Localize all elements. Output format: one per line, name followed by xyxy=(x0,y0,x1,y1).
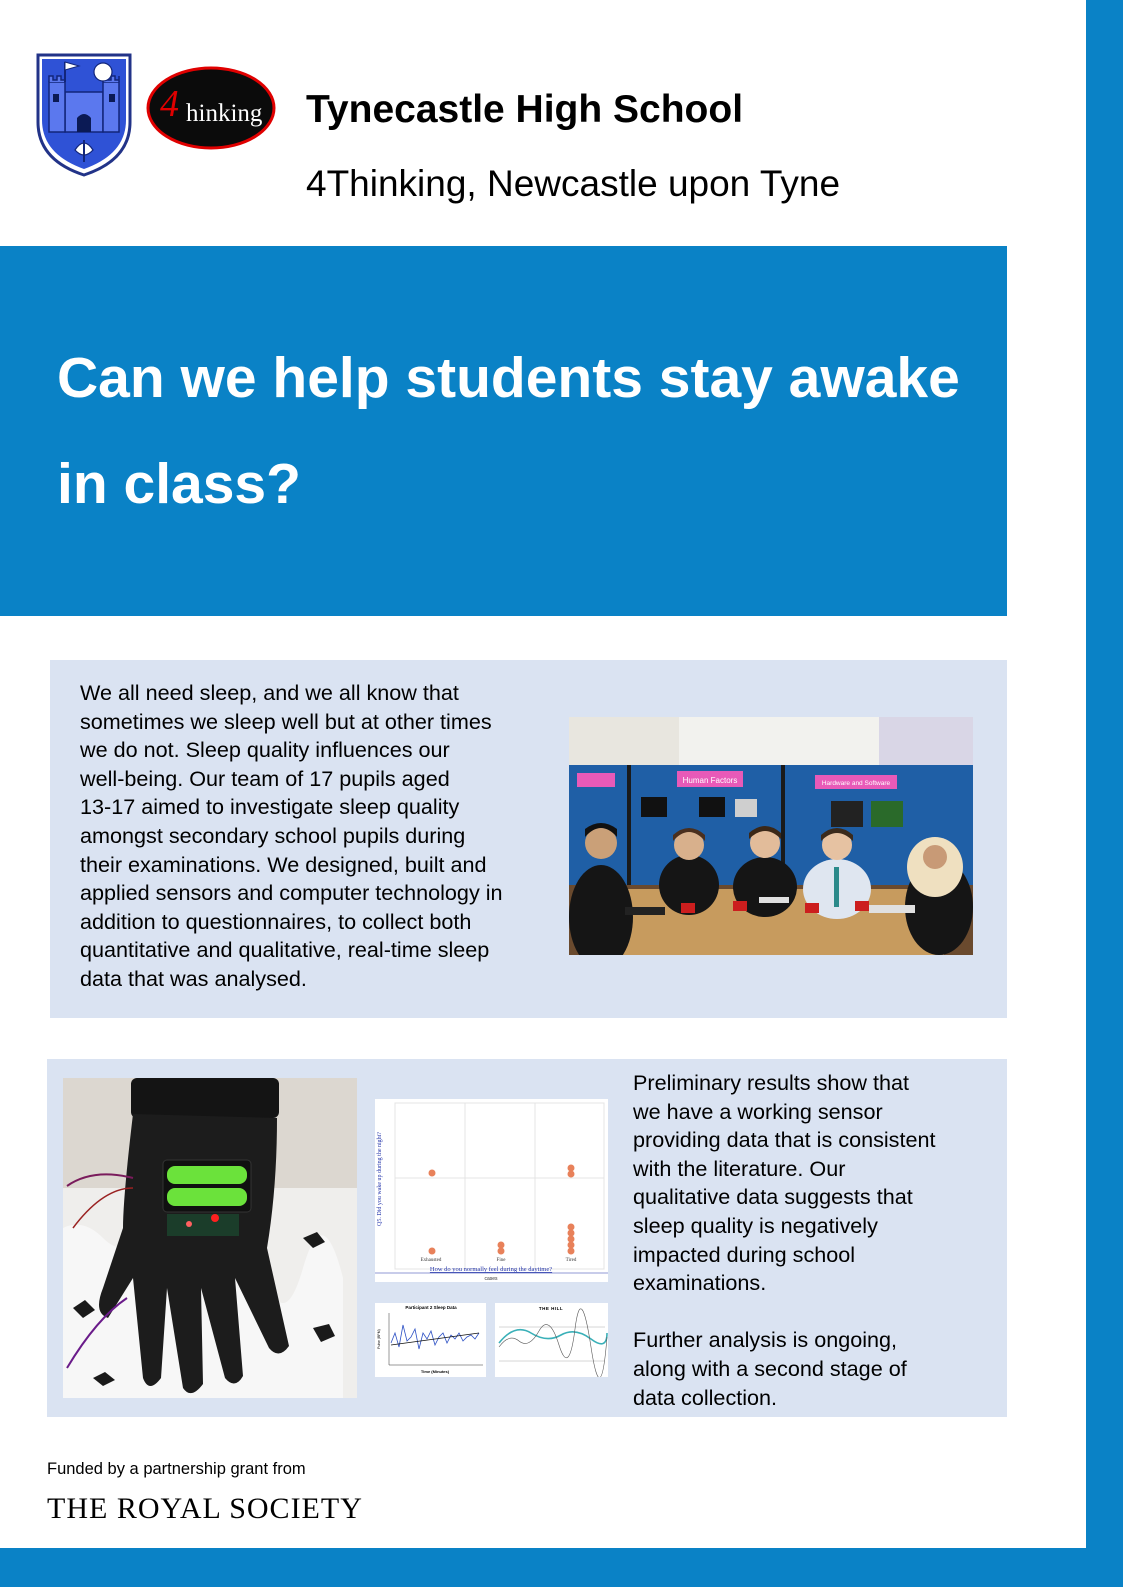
scatter-point xyxy=(429,1248,436,1255)
results-line: along with a second stage of xyxy=(633,1355,907,1381)
poster-title-line-2: in class? xyxy=(57,452,301,516)
bottom-edge-bar xyxy=(0,1548,1123,1587)
royal-society-logo: THE ROYAL SOCIETY xyxy=(47,1492,363,1525)
results-line: qualitative data suggests that xyxy=(633,1184,913,1210)
svg-text:THE HILL: THE HILL xyxy=(538,1306,564,1311)
svg-text:Human Factors: Human Factors xyxy=(682,776,738,785)
poster-title-line-1: Can we help students stay awake xyxy=(57,346,960,410)
funding-note: Funded by a partnership grant from xyxy=(47,1460,306,1478)
svg-text:hinking: hinking xyxy=(186,100,263,127)
school-name: Tynecastle High School xyxy=(306,88,744,131)
scatter-point xyxy=(568,1242,575,1249)
intro-panel xyxy=(50,660,1007,1018)
intro-line: well-being. Our team of 17 pupils aged xyxy=(80,765,450,791)
svg-text:Tired: Tired xyxy=(565,1258,577,1263)
scatter-point xyxy=(498,1248,505,1255)
glove-sensor-photo xyxy=(63,1078,357,1398)
intro-line: their examinations. We designed, built and xyxy=(80,851,487,877)
title-band xyxy=(0,246,1007,616)
svg-text:4: 4 xyxy=(160,83,179,125)
intro-line: data that was analysed. xyxy=(80,965,307,991)
intro-line: addition to questionnaires, to collect both xyxy=(80,908,472,934)
hill-chart xyxy=(495,1303,608,1377)
scatter-point xyxy=(568,1224,575,1231)
scatter-point xyxy=(568,1171,575,1178)
paragraph-gap xyxy=(633,1298,993,1327)
results-line: data collection. xyxy=(633,1384,778,1410)
results-line: providing data that is consistent xyxy=(633,1127,936,1153)
intro-line: quantitative and qualitative, real-time sleep xyxy=(80,937,490,963)
results-line: impacted during school xyxy=(633,1241,856,1267)
intro-line: we do not. Sleep quality influences our xyxy=(80,737,450,763)
scatter-point xyxy=(429,1170,436,1177)
location-text: 4Thinking, Newcastle upon Tyne xyxy=(306,163,841,204)
scatter-point xyxy=(568,1165,575,1172)
results-line: we have a working sensor xyxy=(633,1098,883,1124)
svg-text:Time (Minutes): Time (Minutes) xyxy=(420,1369,450,1374)
svg-text:Hardware and Software: Hardware and Software xyxy=(821,780,891,787)
intro-line: applied sensors and computer technology in xyxy=(80,880,503,906)
results-line: Preliminary results show that xyxy=(633,1070,910,1095)
intro-paragraph xyxy=(80,679,555,994)
results-line: with the literature. Our xyxy=(633,1155,846,1181)
results-line: sleep quality is negatively xyxy=(633,1212,878,1238)
intro-line: sometimes we sleep well but at other times xyxy=(80,708,492,734)
svg-text:How do you normally feel durin: How do you normally feel during the daytime? xyxy=(429,1266,553,1273)
4thinking-logo xyxy=(146,66,276,150)
scatter-point xyxy=(568,1230,575,1237)
intro-line: amongst secondary school pupils during xyxy=(80,822,466,848)
intro-line: 13-17 aimed to investigate sleep quality xyxy=(80,794,460,820)
results-line: Further analysis is ongoing, xyxy=(633,1327,898,1353)
svg-text:Pulse (BPM): Pulse (BPM) xyxy=(377,1329,381,1349)
school-crest-icon xyxy=(35,52,133,178)
team-photo xyxy=(569,717,973,955)
scatter-point xyxy=(498,1242,505,1249)
svg-text:Fine: Fine xyxy=(496,1258,506,1263)
svg-text:Participant 2 Sleep Data: Participant 2 Sleep Data xyxy=(405,1305,457,1310)
scatter-point xyxy=(568,1248,575,1255)
intro-line: We all need sleep, and we all know that xyxy=(80,680,459,705)
right-edge-bar xyxy=(1086,0,1123,1587)
svg-text:Q5. Did you wake up during the: Q5. Did you wake up during the night? xyxy=(377,1132,383,1226)
svg-text:Exhausted: Exhausted xyxy=(420,1258,442,1263)
results-line: examinations. xyxy=(633,1270,767,1296)
results-paragraph xyxy=(633,1069,993,1412)
scatter-point xyxy=(568,1236,575,1243)
svg-text:cases: cases xyxy=(484,1276,498,1282)
results-panel xyxy=(47,1059,1007,1417)
scatter-plot xyxy=(375,1099,608,1282)
participant-sleep-chart xyxy=(375,1303,486,1377)
